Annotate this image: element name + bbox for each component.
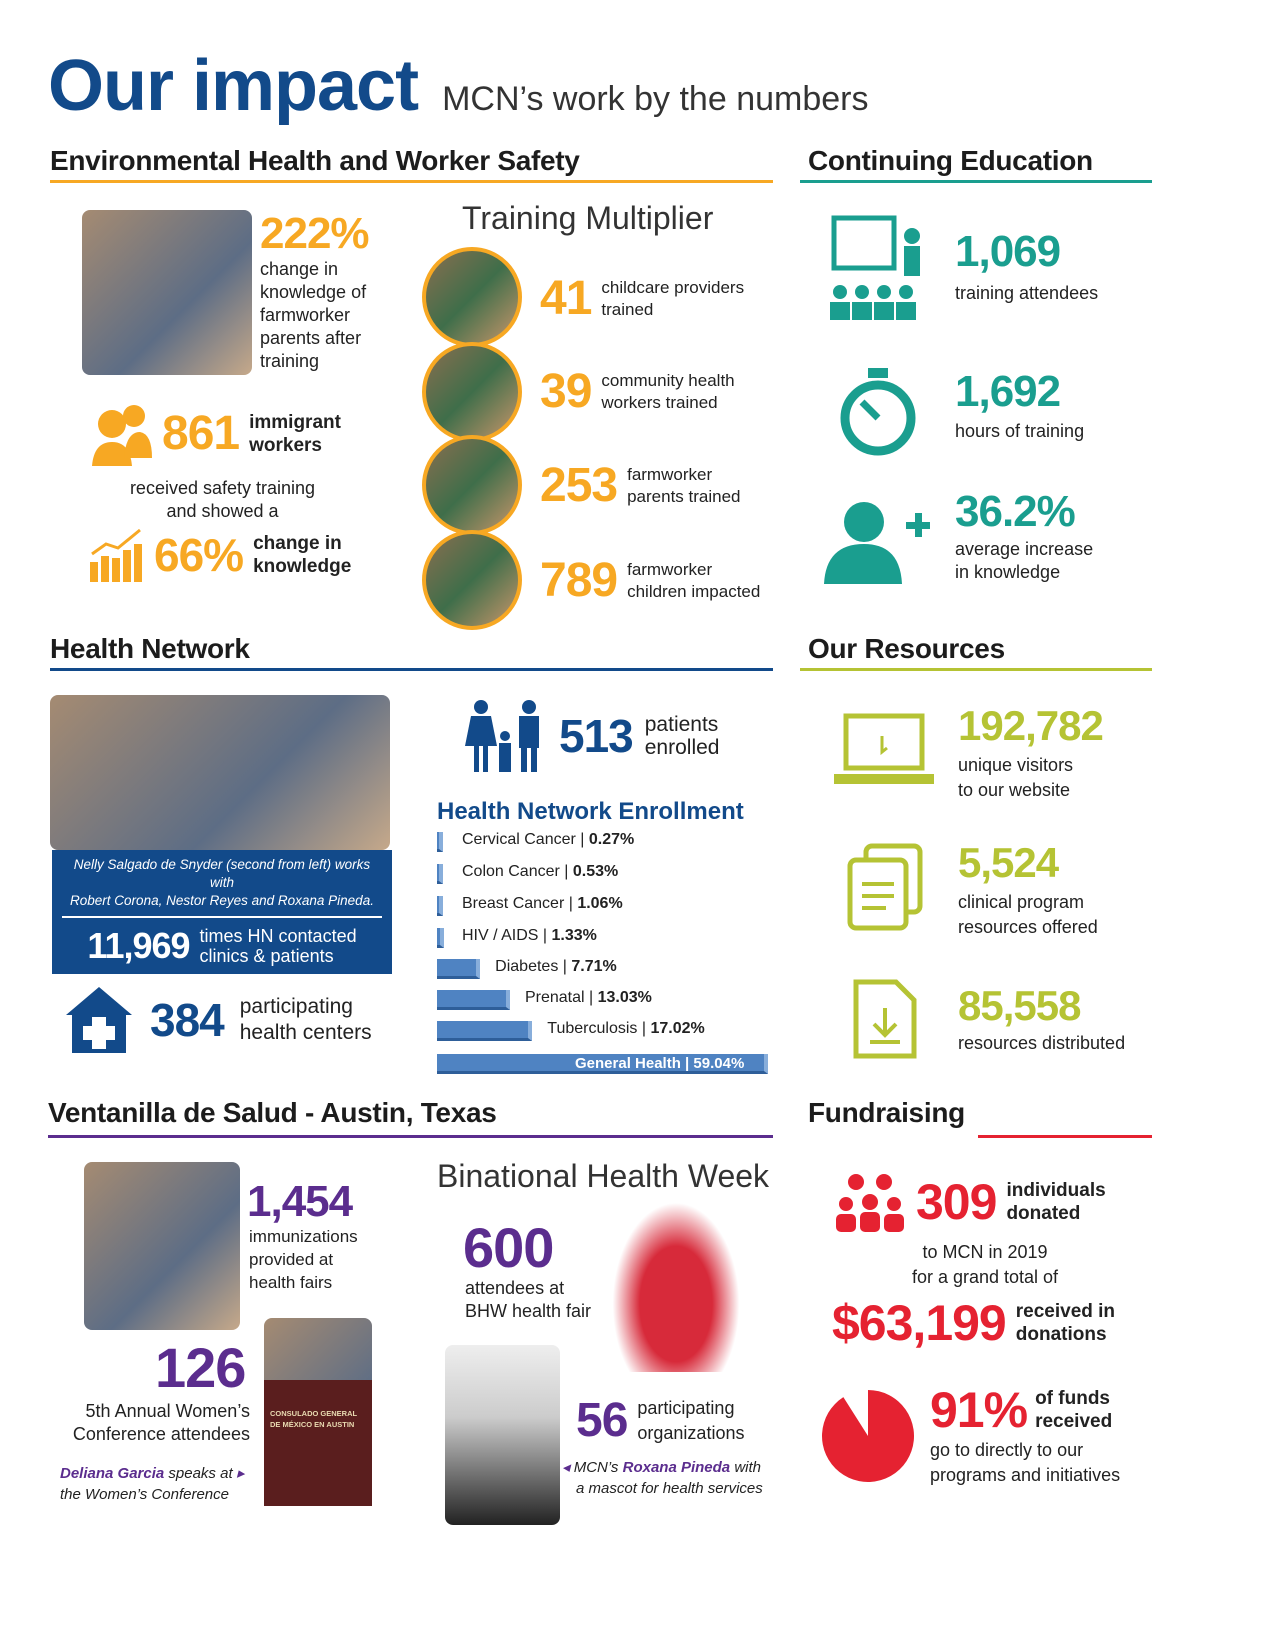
- fund-divider: [978, 1135, 1152, 1138]
- add-user-icon: [824, 498, 934, 584]
- bar-prenatal: [437, 990, 510, 1010]
- conf-count: 126: [155, 1336, 246, 1399]
- ce-num: 1,692: [955, 367, 1061, 416]
- ce-heading: Continuing Education: [808, 145, 1093, 176]
- stopwatch-icon: [836, 368, 920, 458]
- workers-row: [90, 402, 341, 466]
- ce-num: 36.2%: [955, 487, 1075, 536]
- immunization-photo: [84, 1162, 240, 1330]
- pct-label: of funds received: [1035, 1388, 1113, 1432]
- ce-label: hours of training: [955, 421, 1085, 441]
- training-row: [540, 554, 761, 607]
- mascot-photo: [445, 1345, 560, 1525]
- change-label: change in knowledge: [253, 533, 352, 577]
- res-label: clinical program resources offered: [958, 892, 1098, 937]
- fund-mid-text: to MCN in 2019 for a grand total of: [911, 1242, 1059, 1287]
- mascot-caption: ◂ MCN’s Roxana Pineda with a mascot for health services: [562, 1459, 763, 1497]
- bhw-label: attendees at BHW health fair: [465, 1278, 592, 1321]
- total-row: [832, 1295, 1116, 1351]
- bar-hiv-aids: [437, 928, 444, 948]
- training-label: farmworker children impacted: [627, 560, 761, 601]
- children-photo: [422, 530, 522, 630]
- ce-label: training attendees: [955, 283, 1099, 303]
- res-num: 192,782: [958, 702, 1103, 749]
- res-divider: [800, 668, 1152, 671]
- contacts-count: 11,969: [87, 925, 190, 966]
- patients-label: patients enrolled: [644, 713, 720, 759]
- conf-label: 5th Annual Women’s Conference attendees: [72, 1401, 250, 1444]
- laptop-icon: [834, 712, 934, 788]
- patients-row: [465, 700, 719, 772]
- centers-count: 384: [150, 994, 224, 1046]
- chw-photo: [422, 342, 522, 442]
- family-icon: [465, 700, 547, 772]
- orgs-count: 56: [576, 1394, 628, 1447]
- childcare-photo: [422, 247, 522, 347]
- training-row: [540, 459, 741, 512]
- bar-cervical-cancer: [437, 832, 443, 852]
- group-people-icon: [834, 1172, 906, 1232]
- workers-count: 861: [162, 407, 240, 460]
- hn-heading: Health Network: [50, 633, 250, 664]
- res-num: 5,524: [958, 839, 1059, 886]
- bar-label: Diabetes | 7.71%: [495, 958, 617, 975]
- fund-total: $63,199: [832, 1295, 1006, 1351]
- title-row: [48, 46, 869, 126]
- ce-label: average increase in knowledge: [955, 539, 1094, 582]
- bar-tuberculosis: [437, 1021, 532, 1041]
- res-label: resources distributed: [958, 1033, 1126, 1053]
- bar-label: HIV / AIDS | 1.33%: [462, 927, 597, 944]
- hn-divider: [50, 668, 773, 671]
- vds-divider: [48, 1135, 773, 1138]
- page-title: Our impact: [48, 46, 419, 126]
- bar-label: Breast Cancer | 1.06%: [462, 895, 623, 912]
- page-subtitle: MCN’s work by the numbers: [442, 80, 869, 118]
- env-divider: [50, 180, 773, 183]
- safety-training-text: received safety training and showed a: [129, 478, 316, 521]
- res-heading: Our Resources: [808, 633, 1005, 664]
- chart-title: Health Network Enrollment: [437, 798, 744, 825]
- training-num: 41: [540, 272, 592, 325]
- training-title: Training Multiplier: [462, 200, 714, 236]
- health-center-icon: [64, 985, 134, 1055]
- training-label: farmworker parents trained: [627, 465, 741, 506]
- training-label: childcare providers trained: [601, 278, 745, 319]
- fund-heading: Fundraising: [808, 1097, 965, 1128]
- bhw-title: Binational Health Week: [437, 1158, 770, 1194]
- bar-label: Tuberculosis | 17.02%: [547, 1020, 705, 1037]
- imm-count: 1,454: [247, 1177, 353, 1226]
- orgs-row: [576, 1396, 744, 1446]
- res-num: 85,558: [958, 982, 1081, 1029]
- parents-photo: [422, 435, 522, 535]
- conf-caption: Deliana Garcia speaks at ▸ the Women’s Conference: [60, 1465, 245, 1503]
- bhw-count: 600: [463, 1216, 554, 1279]
- training-row: [540, 365, 735, 418]
- pie-chart-icon: [822, 1390, 914, 1482]
- bar-label: Colon Cancer | 0.53%: [462, 863, 619, 880]
- bar-diabetes: [437, 959, 480, 979]
- bar-label: Prenatal | 13.03%: [524, 989, 652, 1006]
- pct-text: go to directly to our programs and initiatives: [930, 1440, 1121, 1485]
- hn-caption-box: Nelly Salgado de Snyder (second from left) works with Robert Corona, Nestor Reyes and Roxana Pineda. 11,969 times HN contacted clinics & patients: [52, 850, 392, 974]
- ce-num: 1,069: [955, 227, 1061, 276]
- vds-heading: Ventanilla de Salud - Austin, Texas: [48, 1097, 497, 1128]
- imm-label: immunizations provided at health fairs: [249, 1227, 358, 1292]
- training-num: 253: [540, 459, 618, 512]
- res-label: unique visitors to our website: [958, 755, 1074, 800]
- orgs-label: participating organizations: [637, 1398, 745, 1443]
- env-heading: Environmental Health and Worker Safety: [50, 145, 580, 176]
- pct-row: [930, 1382, 1113, 1438]
- bar-breast-cancer: [437, 896, 443, 916]
- training-label: community health workers trained: [601, 371, 735, 412]
- bar-label: General Health | 59.04%: [575, 1055, 745, 1072]
- fund-pct: 91%: [930, 1382, 1028, 1438]
- bar-colon-cancer: [437, 864, 443, 884]
- training-num: 39: [540, 365, 592, 418]
- training-num: 789: [540, 554, 618, 607]
- donors-row: [834, 1172, 1106, 1232]
- hardhat-workers-icon: [90, 402, 152, 466]
- env-pct-text: change in knowledge of farmworker parents after training: [260, 259, 367, 371]
- presentation-icon: [828, 212, 932, 324]
- centers-label: participating health centers: [239, 995, 372, 1044]
- training-row: [540, 272, 745, 325]
- contacts-label: times HN contacted clinics & patients: [199, 926, 357, 966]
- documents-icon: [846, 842, 926, 932]
- total-label: received in donations: [1015, 1301, 1116, 1345]
- farmworker-family-photo: [82, 210, 252, 375]
- growth-chart-icon: [90, 528, 144, 582]
- centers-row: [64, 985, 372, 1055]
- donors-label: individuals donated: [1006, 1180, 1106, 1224]
- dancer-photo: [612, 1202, 740, 1372]
- change-row: [90, 528, 351, 582]
- donors-count: 309: [916, 1174, 997, 1230]
- download-file-icon: [852, 978, 918, 1060]
- env-pct: 222%: [260, 209, 369, 258]
- change-pct: 66%: [154, 529, 244, 581]
- bar-label: Cervical Cancer | 0.27%: [462, 831, 635, 848]
- ce-divider: [800, 180, 1152, 183]
- workers-label: immigrant workers: [249, 412, 341, 456]
- podium: CONSULADO GENERAL DE MÉXICO EN AUSTIN: [264, 1380, 372, 1506]
- hn-team-photo: [50, 695, 390, 850]
- patients-count: 513: [559, 710, 633, 762]
